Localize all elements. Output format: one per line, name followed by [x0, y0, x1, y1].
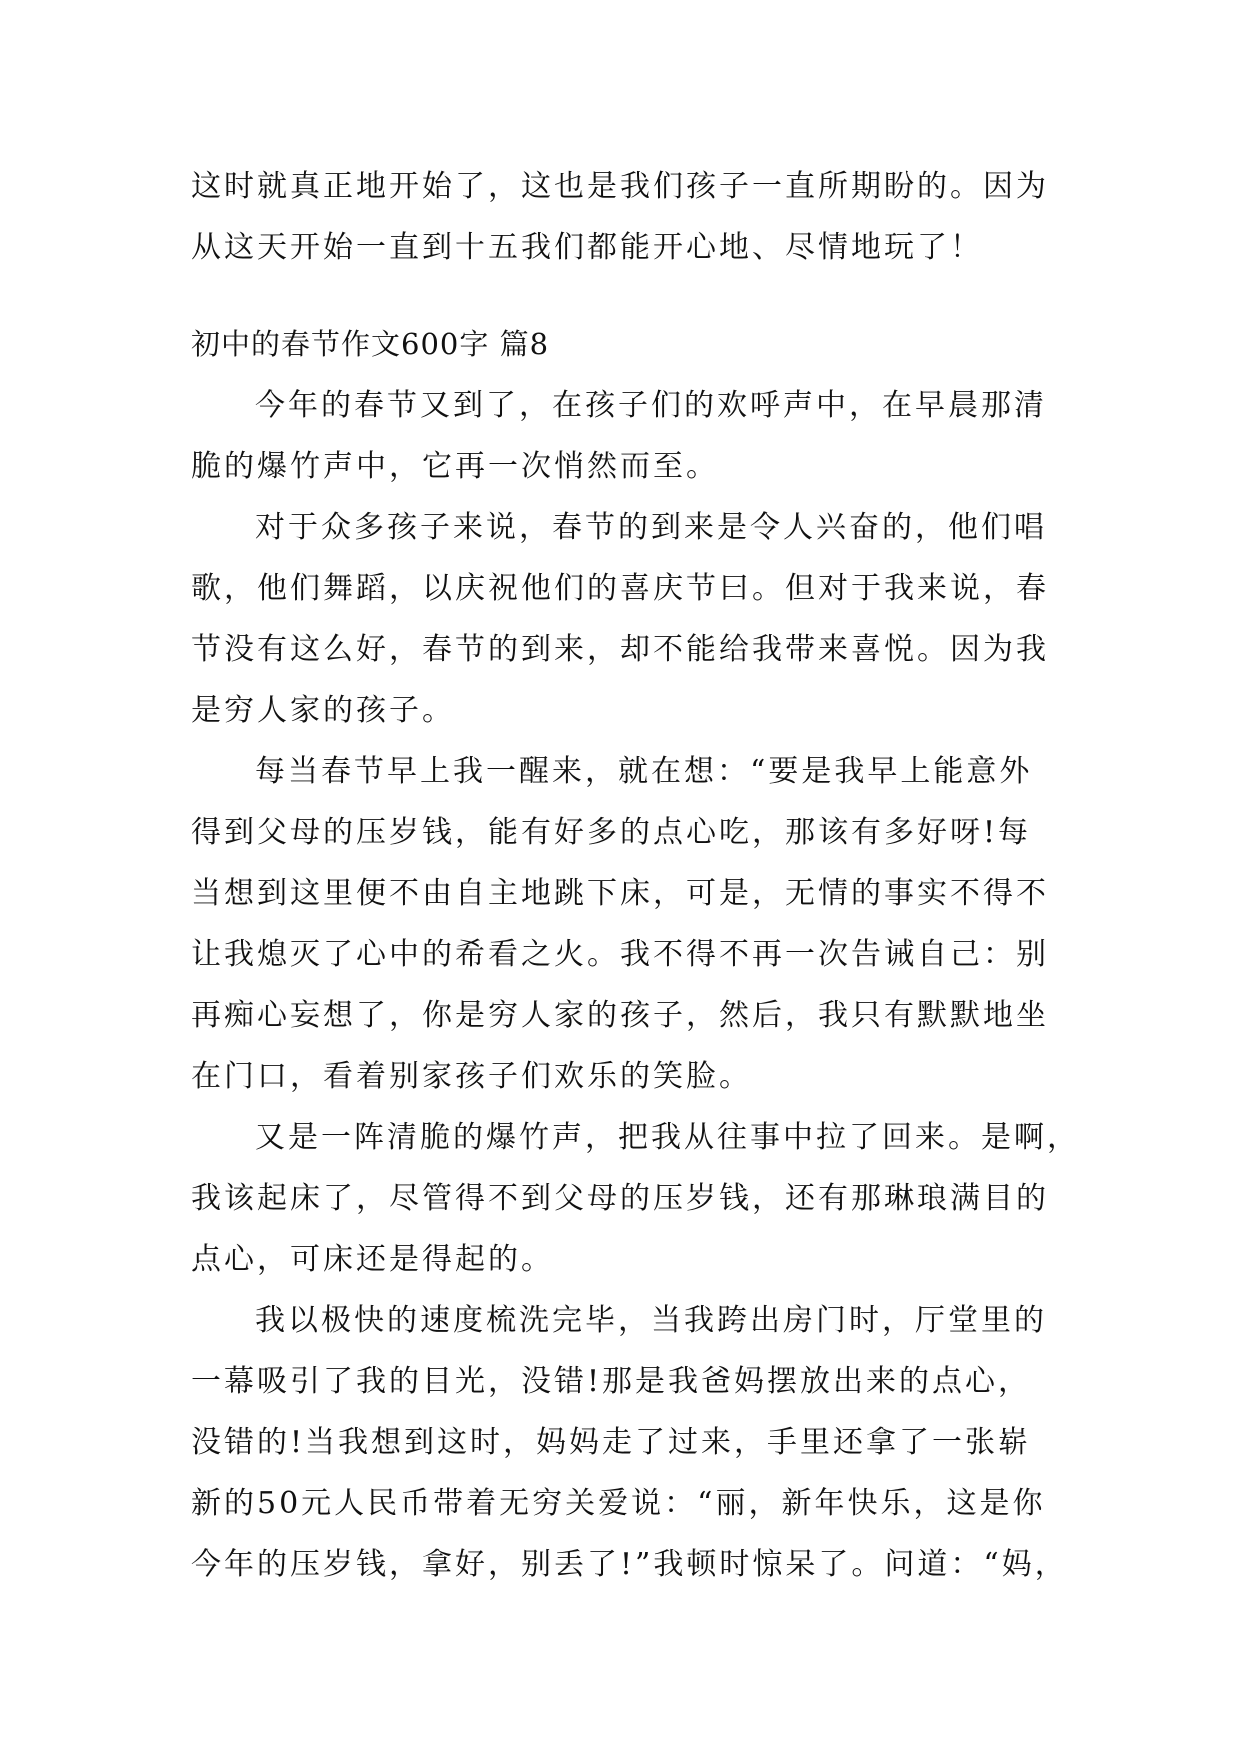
paragraph [191, 1290, 1068, 1595]
text-line: 新的50元人民币带着无穷关爱说：“丽，新年快乐，这是你 [191, 1486, 1046, 1521]
text-line: 得到父母的压岁钱，能有好多的点心吃，那该有多好呀!每 [191, 815, 1032, 850]
text-line: 我以极快的速度梳洗完毕，当我跨出房门时，厅堂里的 [255, 1303, 1047, 1338]
text-line: 是穷人家的孩子。 [191, 693, 455, 728]
text-line: 歌，他们舞蹈，以庆祝他们的喜庆节曰。但对于我来说，春 [191, 571, 1049, 606]
section-heading: 初中的春节作文600字 篇8 [191, 327, 550, 361]
paragraph [191, 497, 1051, 741]
text-line: 再痴心妄想了，你是穷人家的孩子，然后，我只有默默地坐 [191, 998, 1049, 1033]
paragraph [191, 1107, 1080, 1290]
text-line: 在门口，看着别家孩子们欢乐的笑脸。 [191, 1059, 752, 1094]
document-body [191, 156, 1080, 1595]
paragraph [191, 741, 1051, 1107]
text-line: 当想到这里便不由自主地跳下床，可是，无情的事实不得不 [191, 876, 1049, 911]
text-line: 今年的压岁钱，拿好，别丢了!”我顿时惊呆了。问道：“妈， [191, 1547, 1068, 1582]
text-line: 每当春节早上我一醒来，就在想：“要是我早上能意外 [255, 754, 1033, 789]
text-line: 没错的!当我想到这时，妈妈走了过来，手里还拿了一张崭 [191, 1425, 1032, 1460]
text-line: 这时就真正地开始了，这也是我们孩子一直所期盼的。因为 [191, 169, 1049, 204]
text-line: 今年的春节又到了，在孩子们的欢呼声中，在早晨那清 [255, 388, 1047, 423]
intro-paragraph [191, 156, 1051, 278]
text-line: 对于众多孩子来说，春节的到来是令人兴奋的，他们唱 [255, 510, 1047, 545]
text-line: 一幕吸引了我的目光，没错!那是我爸妈摆放出来的点心， [191, 1364, 1032, 1399]
text-line: 节没有这么好，春节的到来，却不能给我带来喜悦。因为我 [191, 632, 1049, 667]
text-line: 脆的爆竹声中，它再一次悄然而至。 [191, 449, 719, 484]
section-spacer [191, 278, 1051, 314]
paragraph [191, 375, 1051, 497]
text-line: 点心，可床还是得起的。 [191, 1242, 554, 1277]
text-line: 从这天开始一直到十五我们都能开心地、尽情地玩了！ [191, 230, 983, 265]
text-line: 我该起床了，尽管得不到父母的压岁钱，还有那琳琅满目的 [191, 1181, 1049, 1216]
text-line: 又是一阵清脆的爆竹声，把我从往事中拉了回来。是啊， [255, 1120, 1080, 1155]
text-line: 让我熄灭了心中的希看之火。我不得不再一次告诫自己：别 [191, 937, 1049, 972]
